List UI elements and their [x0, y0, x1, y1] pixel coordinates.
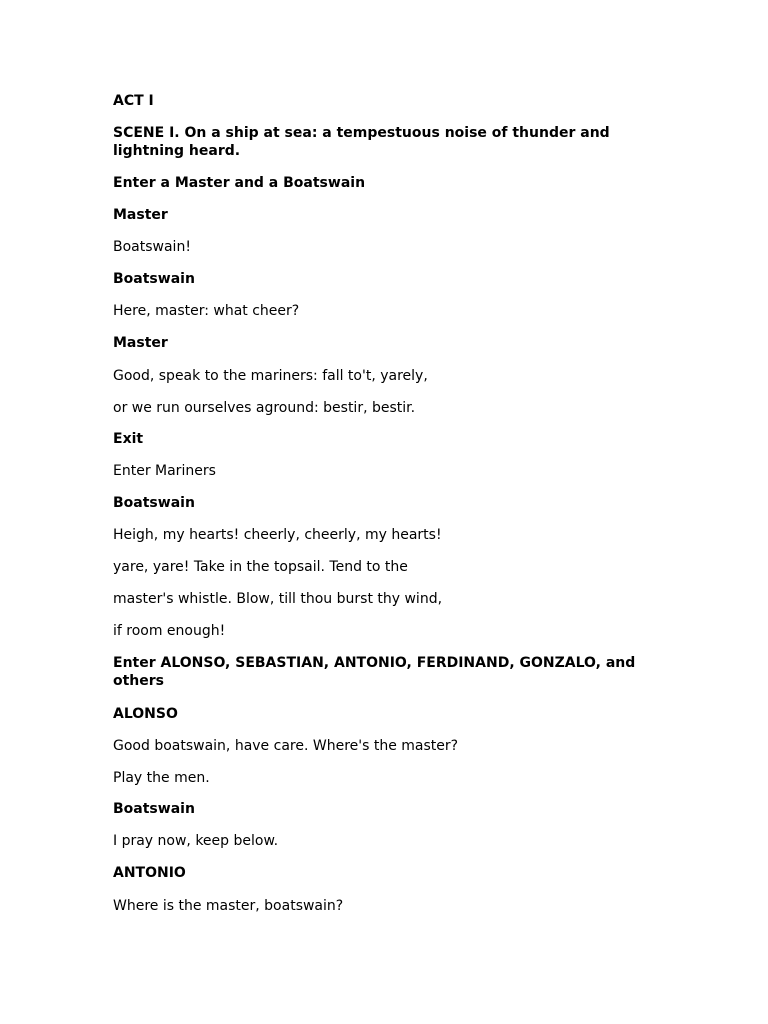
speaker-name: Boatswain: [113, 271, 195, 287]
stage-direction: Exit: [113, 431, 144, 447]
scene-heading: SCENE I. On a ship at sea: a tempestuous noise of thunder and lightning heard.: [113, 125, 610, 159]
dialogue-line: Heigh, my hearts! cheerly, cheerly, my hearts!: [113, 527, 442, 543]
dialogue-line: yare, yare! Take in the topsail. Tend to the: [113, 559, 408, 575]
act-heading: ACT I: [113, 93, 154, 109]
dialogue-line: Good boatswain, have care. Where's the master?: [113, 738, 459, 754]
dialogue-line: master's whistle. Blow, till thou burst thy wind,: [113, 591, 443, 607]
stage-direction: Enter a Master and a Boatswain: [113, 175, 366, 191]
speaker-name: Boatswain: [113, 495, 195, 511]
dialogue-line: if room enough!: [113, 623, 226, 639]
dialogue-line: I pray now, keep below.: [113, 833, 279, 849]
speaker-name: Boatswain: [113, 801, 195, 817]
dialogue-line: Where is the master, boatswain?: [113, 898, 344, 914]
speaker-name: Master: [113, 335, 168, 351]
dialogue-line: Boatswain!: [113, 239, 191, 255]
speaker-name: ALONSO: [113, 706, 178, 722]
stage-direction: Enter Mariners: [113, 463, 216, 479]
speaker-name: Master: [113, 207, 168, 223]
speaker-name: ANTONIO: [113, 865, 186, 881]
dialogue-line: or we run ourselves aground: bestir, bestir.: [113, 400, 416, 416]
dialogue-line: Good, speak to the mariners: fall to't, yarely,: [113, 368, 428, 384]
dialogue-line: Play the men.: [113, 770, 210, 786]
dialogue-line: Here, master: what cheer?: [113, 303, 300, 319]
stage-direction: Enter ALONSO, SEBASTIAN, ANTONIO, FERDINAND, GONZALO, and others: [113, 655, 636, 689]
